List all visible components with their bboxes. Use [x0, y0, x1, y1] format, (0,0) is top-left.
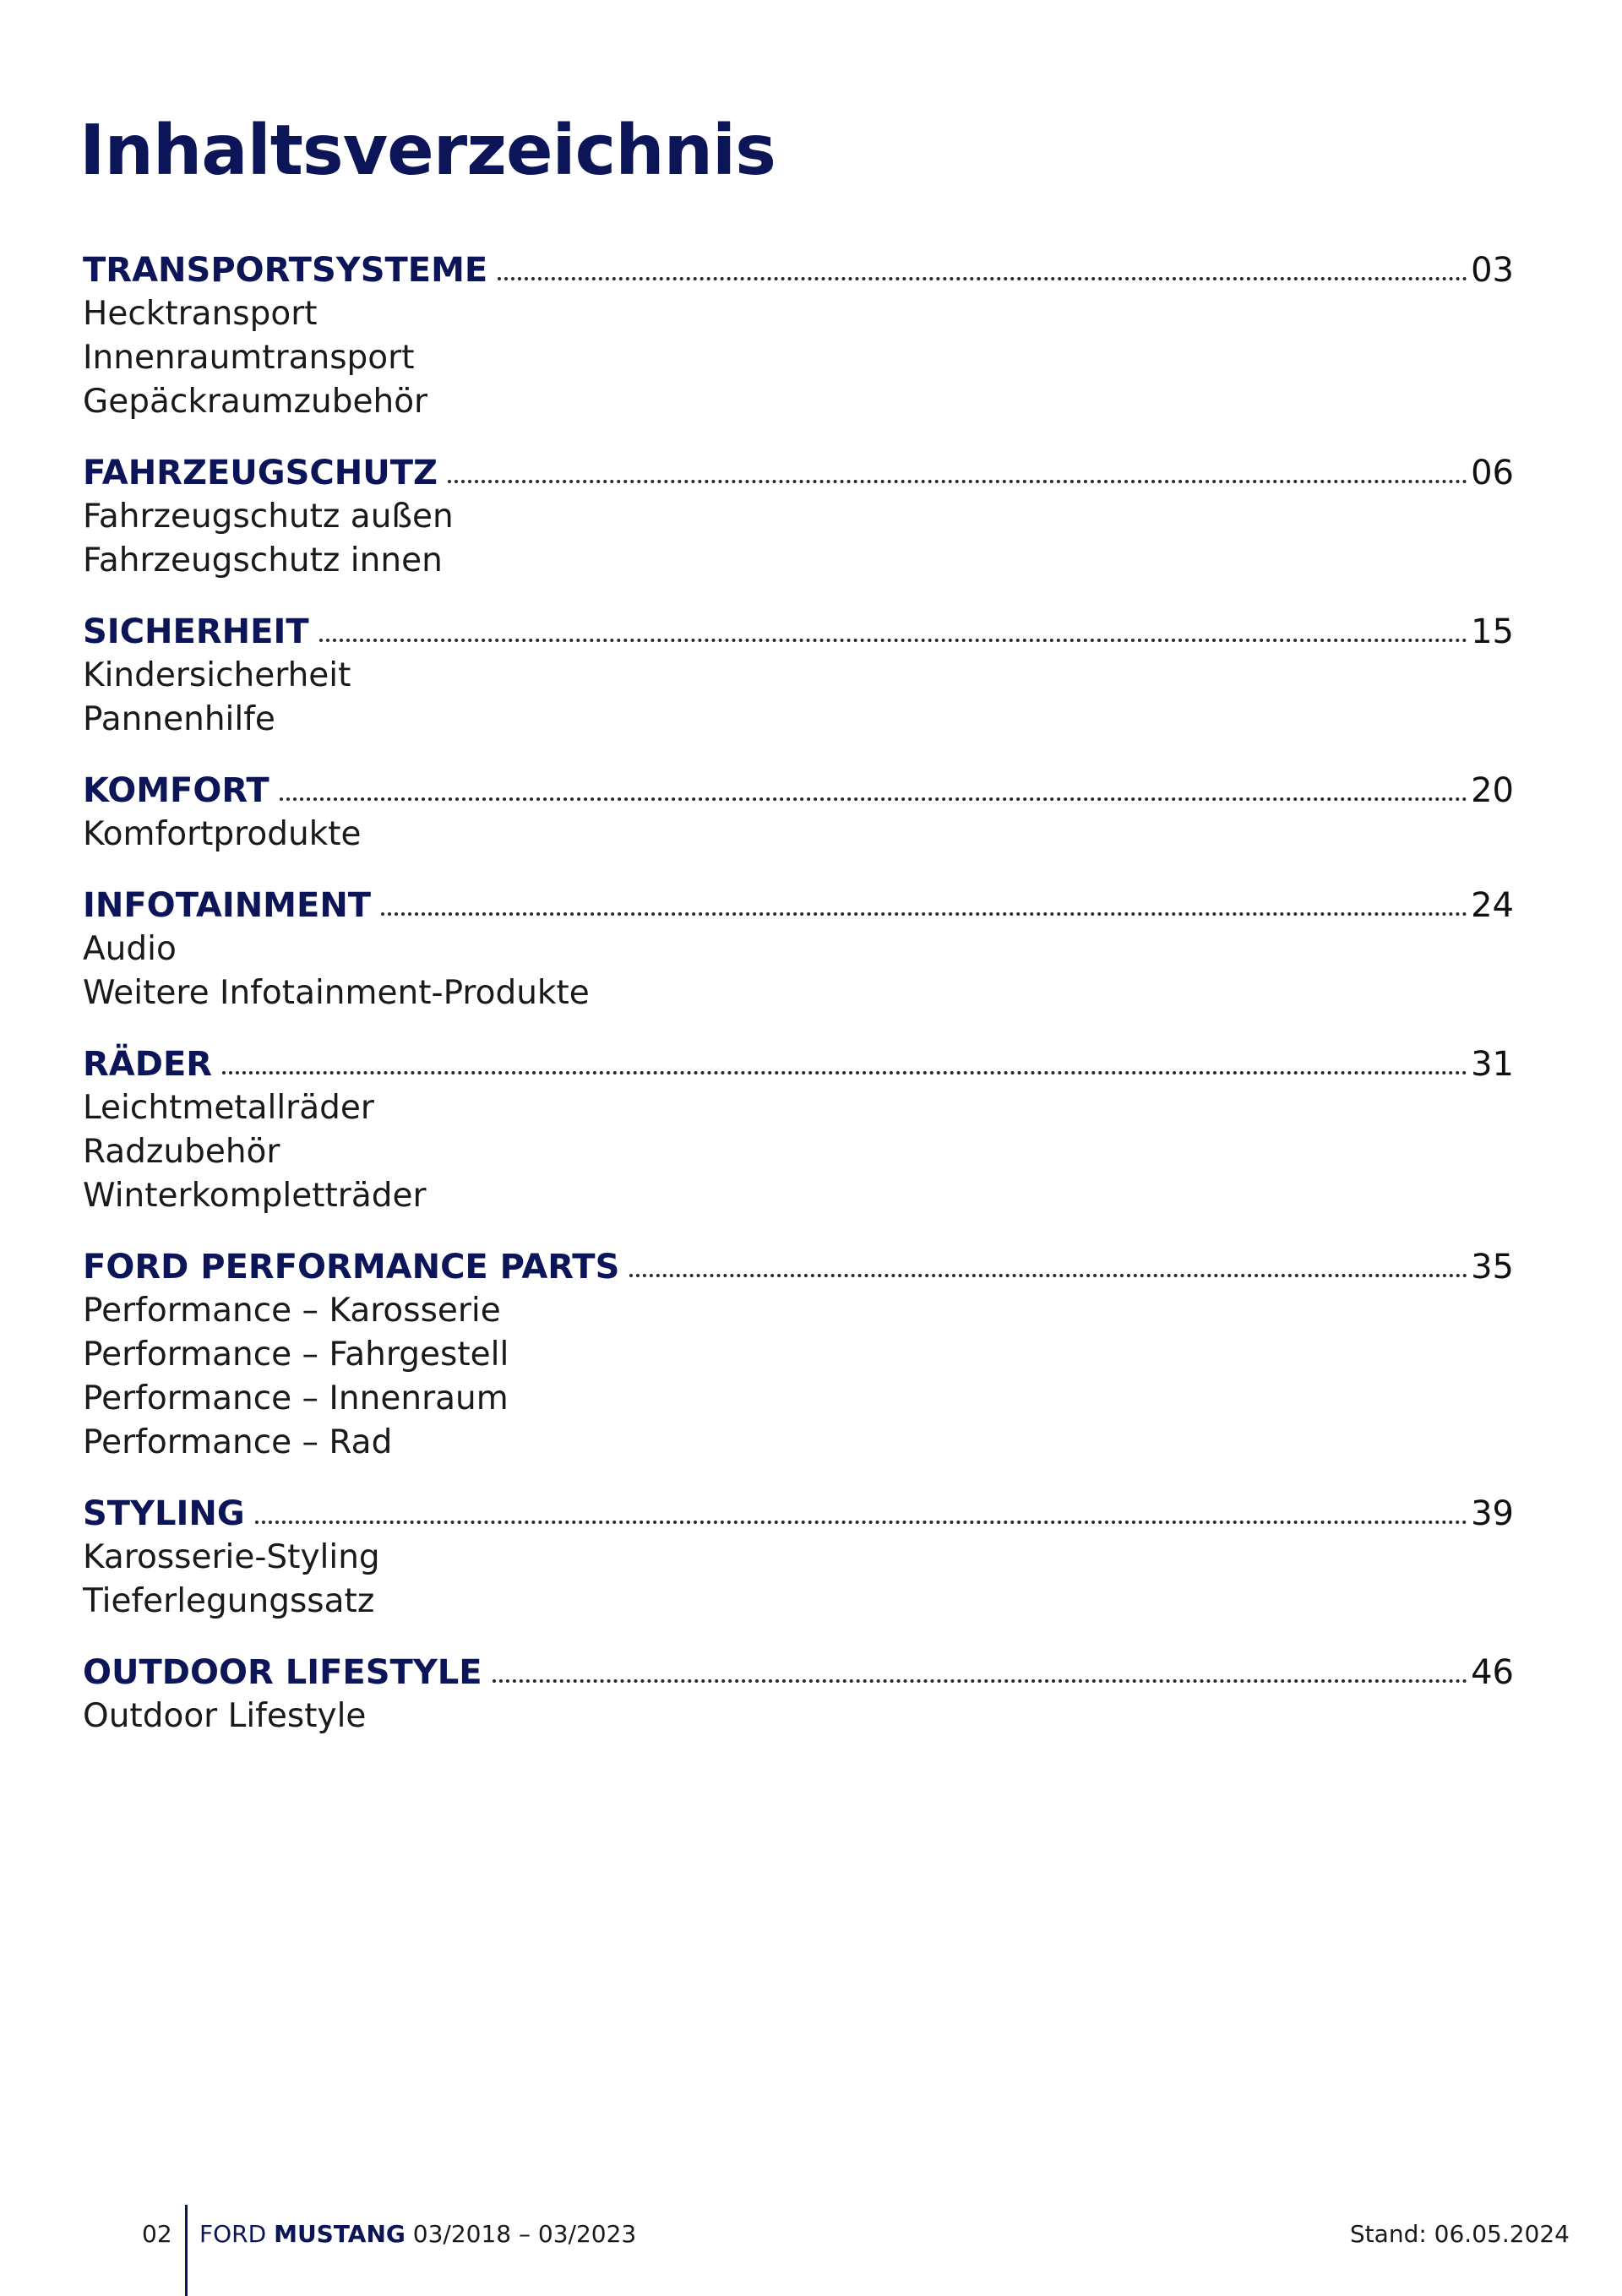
toc-section-heading[interactable]	[83, 1036, 1514, 1086]
toc-subitem[interactable]: Kindersicherheit	[83, 656, 351, 694]
toc-subitem[interactable]: Komfortprodukte	[83, 815, 362, 853]
footer-divider	[185, 2205, 188, 2296]
toc-section-title: SICHERHEIT	[83, 612, 309, 651]
toc-section	[83, 603, 1514, 742]
toc-subitem[interactable]: Performance – Innenraum	[83, 1379, 509, 1417]
toc-section-title: STYLING	[83, 1494, 245, 1533]
page-title: Inhaltsverzeichnis	[79, 111, 776, 191]
footer-date: Stand: 06.05.2024	[1349, 2220, 1570, 2248]
toc-section-heading[interactable]	[83, 1238, 1514, 1289]
toc-subitem[interactable]: Leichtmetallräder	[83, 1089, 374, 1127]
toc-subitem[interactable]: Gepäckraumzubehör	[83, 383, 428, 421]
toc-section	[83, 242, 1514, 424]
toc-section-title: INFOTAINMENT	[83, 886, 372, 925]
toc-section	[83, 1036, 1514, 1218]
toc-section-heading[interactable]	[83, 242, 1514, 292]
toc-section-heading[interactable]	[83, 762, 1514, 813]
toc-page-number: 31	[1471, 1045, 1514, 1084]
dot-leader	[280, 797, 1467, 801]
footer-page-number: 02	[142, 2220, 172, 2248]
dot-leader	[255, 1521, 1467, 1524]
toc-subitem[interactable]: Fahrzeugschutz innen	[83, 541, 443, 579]
toc-section-title: FORD PERFORMANCE PARTS	[83, 1248, 620, 1287]
toc-page-number: 06	[1471, 454, 1514, 492]
toc-subitem[interactable]: Hecktransport	[83, 295, 318, 333]
toc-page-number: 20	[1471, 771, 1514, 810]
toc-section-heading[interactable]	[83, 877, 1514, 928]
dot-leader	[493, 1679, 1467, 1683]
toc-section	[83, 1238, 1514, 1465]
toc-section	[83, 444, 1514, 583]
toc-section-heading[interactable]	[83, 444, 1514, 495]
toc-page-number: 46	[1471, 1653, 1514, 1692]
page-footer	[0, 2205, 1622, 2296]
toc-page-number: 35	[1471, 1248, 1514, 1287]
table-of-contents	[83, 242, 1514, 1759]
dot-leader	[319, 639, 1467, 642]
toc-section-title: OUTDOOR LIFESTYLE	[83, 1653, 482, 1692]
toc-section	[83, 1644, 1514, 1738]
toc-subitem[interactable]: Tieferlegungssatz	[83, 1582, 375, 1620]
footer-model-info	[199, 2220, 636, 2248]
toc-section-heading[interactable]	[83, 603, 1514, 654]
toc-section-title: RÄDER	[83, 1045, 213, 1084]
toc-subitem[interactable]: Outdoor Lifestyle	[83, 1697, 367, 1735]
toc-subitem[interactable]: Audio	[83, 930, 177, 968]
footer-brand: FORD	[199, 2220, 267, 2248]
toc-section	[83, 1485, 1514, 1624]
dot-leader	[498, 277, 1467, 280]
dot-leader	[381, 912, 1467, 916]
toc-page-number: 15	[1471, 612, 1514, 651]
toc-section	[83, 877, 1514, 1015]
toc-page-number: 03	[1471, 251, 1514, 290]
toc-subitem[interactable]: Innenraumtransport	[83, 339, 415, 377]
dot-leader	[222, 1071, 1467, 1075]
toc-subitem[interactable]: Pannenhilfe	[83, 700, 275, 738]
toc-subitem[interactable]: Radzubehör	[83, 1133, 280, 1171]
toc-section	[83, 762, 1514, 857]
toc-subitem[interactable]: Winterkompletträder	[83, 1177, 427, 1215]
toc-subitem[interactable]: Performance – Fahrgestell	[83, 1336, 509, 1374]
dot-leader	[629, 1274, 1467, 1277]
toc-page-number: 24	[1471, 886, 1514, 925]
toc-subitem[interactable]: Performance – Rad	[83, 1423, 393, 1461]
toc-section-heading[interactable]	[83, 1644, 1514, 1695]
dot-leader	[448, 480, 1467, 483]
toc-subitem[interactable]: Performance – Karosserie	[83, 1292, 501, 1330]
toc-subitem[interactable]: Weitere Infotainment-Produkte	[83, 974, 590, 1012]
toc-section-title: KOMFORT	[83, 771, 269, 810]
toc-subitem[interactable]: Karosserie-Styling	[83, 1538, 380, 1576]
toc-section-title: TRANSPORTSYSTEME	[83, 251, 488, 290]
toc-section-title: FAHRZEUGSCHUTZ	[83, 454, 438, 492]
toc-page-number: 39	[1471, 1494, 1514, 1533]
toc-section-heading[interactable]	[83, 1485, 1514, 1536]
toc-subitem[interactable]: Fahrzeugschutz außen	[83, 498, 454, 536]
footer-period: 03/2018 – 03/2023	[412, 2220, 637, 2248]
footer-model: MUSTANG	[274, 2220, 406, 2248]
